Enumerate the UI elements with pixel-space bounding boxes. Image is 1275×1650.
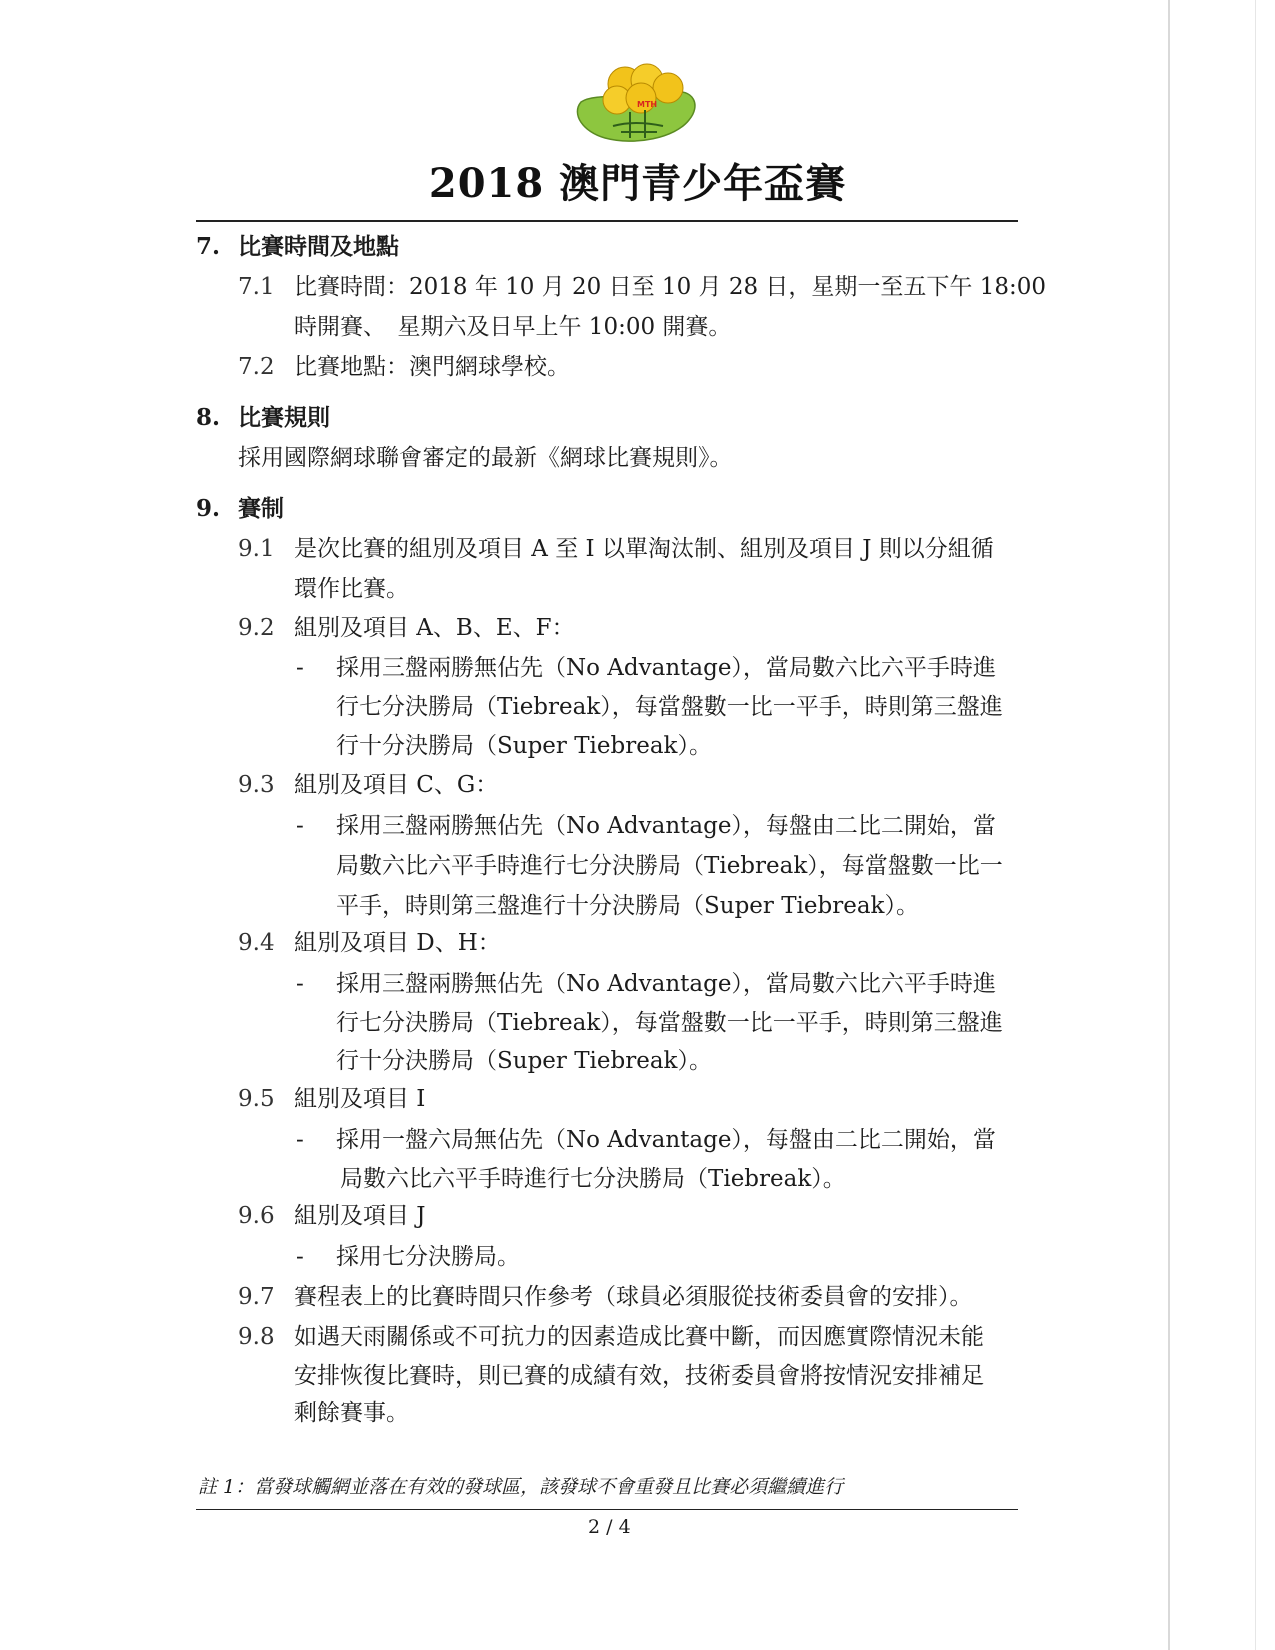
item-number: 9.3	[238, 772, 275, 798]
item-number: 9.2	[238, 615, 275, 641]
section-number: 7.	[196, 233, 221, 260]
section-title: 比賽規則	[238, 404, 330, 431]
document-title: 2018 澳門青少年盃賽	[428, 160, 847, 207]
item-number: 9.5	[238, 1086, 275, 1112]
bullet: -	[296, 1127, 304, 1153]
tournament-logo	[575, 62, 705, 146]
item-text: 安排恢復比賽時，則已賽的成績有效，技術委員會將按情況安排補足	[294, 1363, 984, 1389]
item-number: 9.6	[238, 1203, 275, 1229]
scan-edge	[1255, 0, 1256, 1650]
bullet: -	[296, 813, 304, 839]
bullet: -	[296, 655, 304, 681]
bullet-text: 行七分決勝局（Tiebreak），每當盤數一比一平手，時則第三盤進	[336, 1010, 1003, 1036]
section-body: 採用國際網球聯會審定的最新《網球比賽規則》。	[238, 445, 733, 471]
bullet-text: 局數六比六平手時進行七分決勝局（Tiebreak）。	[340, 1166, 846, 1192]
bullet-text: 平手，時則第三盤進行十分決勝局（Super Tiebreak）。	[336, 893, 919, 919]
item-number: 9.7	[238, 1284, 275, 1310]
bullet-text: 行十分決勝局（Super Tiebreak）。	[336, 1048, 712, 1074]
item-heading: 組別及項目 J	[294, 1203, 426, 1229]
item-heading: 組別及項目 A、B、E、F：	[294, 615, 575, 641]
section-title: 比賽時間及地點	[238, 233, 399, 260]
item-text: 如遇天雨關係或不可抗力的因素造成比賽中斷，而因應實際情況未能	[294, 1324, 984, 1350]
item-number: 9.8	[238, 1324, 275, 1350]
item-text: 比賽地點：澳門網球學校。	[294, 354, 570, 380]
item-text: 剩餘賽事。	[294, 1400, 409, 1426]
section-number: 9.	[196, 495, 221, 522]
item-heading: 組別及項目 I	[294, 1086, 426, 1112]
item-heading: 組別及項目 D、H：	[294, 930, 501, 956]
item-number: 7.1	[238, 274, 275, 300]
item-text: 環作比賽。	[294, 576, 409, 602]
item-number: 9.1	[238, 536, 275, 562]
section-title: 賽制	[238, 495, 284, 522]
bullet-text: 採用三盤兩勝無佔先（No Advantage），當局數六比六平手時進	[336, 655, 996, 681]
item-text: 時開賽、 星期六及日早上午 10:00 開賽。	[294, 314, 732, 340]
item-number: 7.2	[238, 354, 275, 380]
bullet-text: 採用一盤六局無佔先（No Advantage），每盤由二比二開始，當	[336, 1127, 996, 1153]
bullet-text: 行十分決勝局（Super Tiebreak）。	[336, 733, 712, 759]
item-heading: 組別及項目 C、G：	[294, 772, 499, 798]
bullet-text: 採用七分決勝局。	[336, 1244, 520, 1270]
section-number: 8.	[196, 404, 221, 431]
item-text: 是次比賽的組別及項目 A 至 I 以單淘汰制、組別及項目 J 則以分組循	[294, 536, 994, 562]
bullet-text: 採用三盤兩勝無佔先（No Advantage），每盤由二比二開始，當	[336, 813, 996, 839]
bullet-text: 行七分決勝局（Tiebreak），每當盤數一比一平手，時則第三盤進	[336, 694, 1003, 720]
footnote: 註 1：當發球觸網並落在有效的發球區，該發球不會重發且比賽必須繼續進行	[198, 1476, 844, 1498]
footer-rule	[196, 1509, 1018, 1510]
bullet-text: 採用三盤兩勝無佔先（No Advantage），當局數六比六平手時進	[336, 971, 996, 997]
page-number: 2 / 4	[588, 1516, 631, 1538]
scan-edge	[1168, 0, 1170, 1650]
item-number: 9.4	[238, 930, 275, 956]
title-rule	[196, 220, 1018, 222]
logo-text: MTH	[637, 100, 658, 109]
item-text: 賽程表上的比賽時間只作參考（球員必須服從技術委員會的安排）。	[294, 1284, 973, 1310]
item-text: 比賽時間：2018 年 10 月 20 日至 10 月 28 日，星期一至五下午 18:00	[294, 274, 1046, 300]
bullet: -	[296, 1244, 304, 1270]
bullet: -	[296, 971, 304, 997]
bullet-text: 局數六比六平手時進行七分決勝局（Tiebreak），每當盤數一比一	[336, 853, 1003, 879]
